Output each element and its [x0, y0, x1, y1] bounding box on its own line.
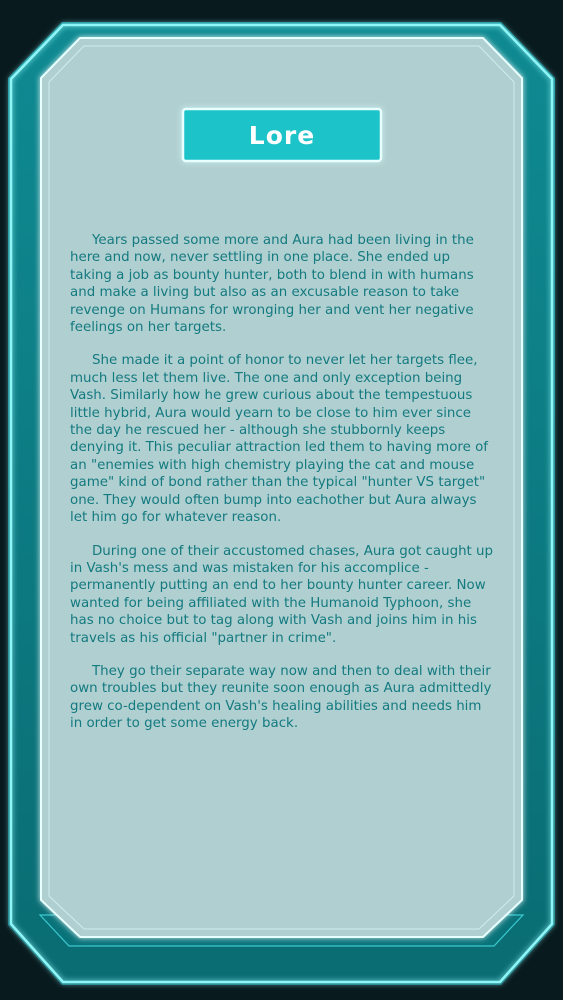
lore-paragraph-3: During one of their accustomed chases, Aura got caught up in Vash's mess and was mistaken for his accomplice - permanently putting an end to her bounty hunter career. Now wanted for being affiliated with the Humanoid Typhoon, she has no choice but to tag along with Vash and joins him in his travels as his official "partner in crime". [70, 543, 494, 646]
lore-paragraph-2: She made it a point of honor to never let her targets flee, much less let them live. The one and only exception being Vash. Similarly how he grew curious about the tempestuous little hybrid, Aura would yearn to be close to him ever since the day he rescued her - although she stubbornly keeps denying it. This peculiar attraction led them to having more of an "enemies with high chemistry playing the cat and mouse game" kind of bond rather than the typical "hunter VS target" one. They would often bump into eachother but Aura always let him go for whatever reason. [70, 353, 489, 526]
lore-paragraph-4: They go their separate way now and then to deal with their own troubles but they reunite soon enough as Aura admittedly grew co-dependent on Vash's healing abilities and needs him in order to get some energy back. [70, 663, 492, 732]
lore-paragraph-1: Years passed some more and Aura had been living in the here and now, never settling in one place. She ended up taking a job as bounty hunter, both to blend in with humans and make a living but also as an excusable reason to take revenge on Humans for wronging her and vent her negative feelings on her targets. [70, 233, 474, 336]
lore-text [70, 232, 496, 749]
page-title: Lore [248, 120, 316, 150]
